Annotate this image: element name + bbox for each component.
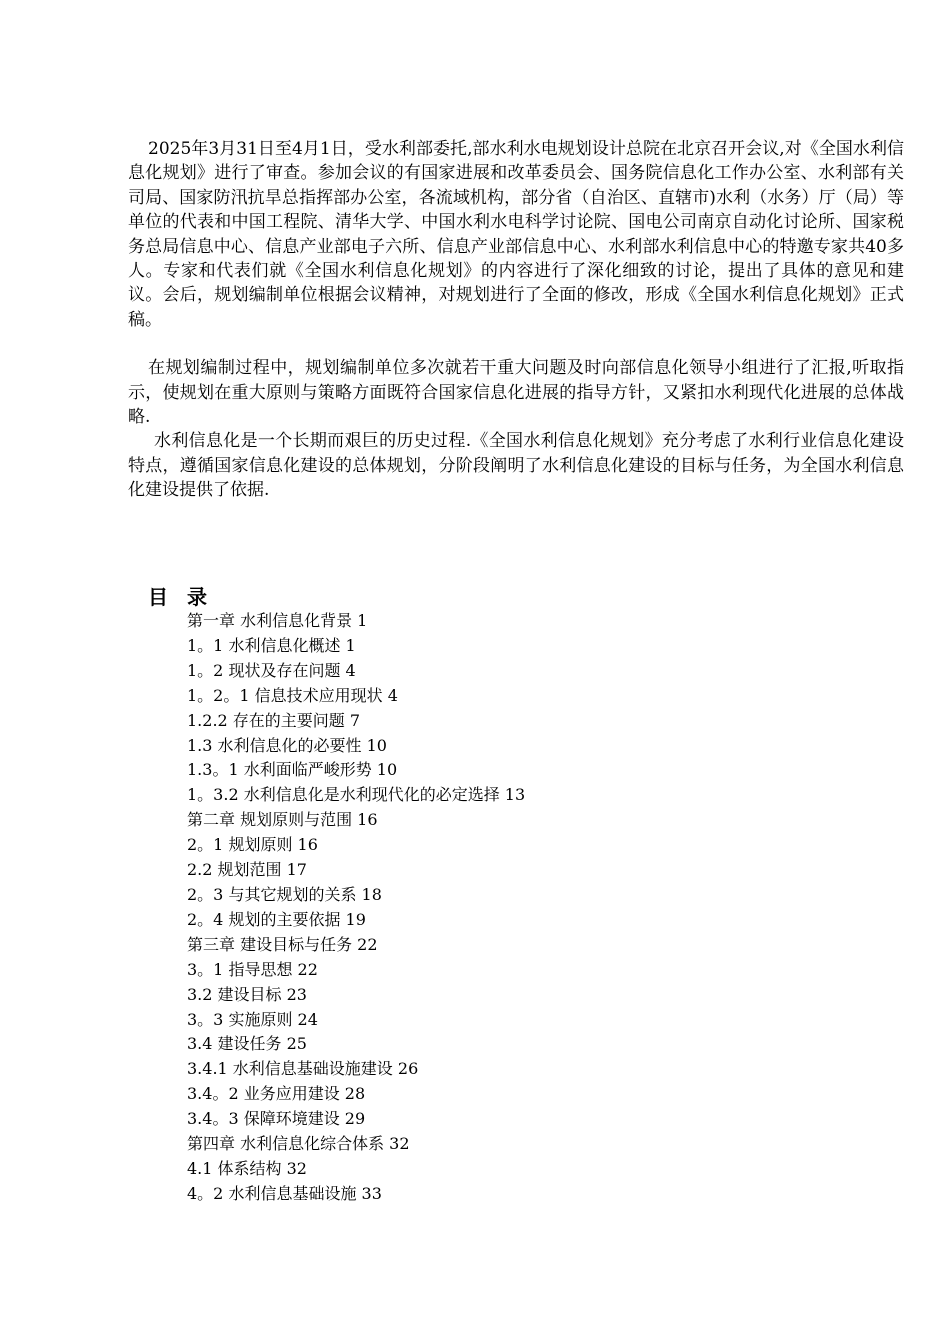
toc-entry: 3.4 建设任务 25 [187, 1034, 307, 1054]
intro-paragraph: 2025年3月31日至4月1日，受水利部委托,部水利水电规划设计总院在北京召开会议,对《全国水利信息化规划》进行了审查。参加会议的有国家进展和改革委员会、国务院信息化工作办公室、水利部有关司局、国家防汛抗旱总指挥部办公室，各流域机构，部分省（自治区、直辖市)水利（水务）厅（局）等单位的代表和中国工程院、清华大学、中国水利水电科学讨论院、国电公司南京自动化讨论所、国家税务总局信息中心、信息产业部电子六所、信息产业部信息中心、水利部水利信息中心的特邀专家共40多人。专家和代表们就《全国水利信息化规划》的内容进行了深化细致的讨论，提出了具体的意见和建议。会后，规划编制单位根据会议精神，对规划进行了全面的修改，形成《全国水利信息化规划》正式稿。 [128, 139, 904, 330]
toc-entry: 3.4。2 业务应用建设 28 [187, 1084, 366, 1104]
toc-entry: 2。4 规划的主要依据 19 [187, 909, 366, 929]
toc-entry: 第二章 规划原则与范围 16 [187, 810, 378, 830]
toc-entry: 3。1 指导思想 22 [187, 959, 318, 979]
intro-section [128, 137, 904, 503]
toc-entry: 1.3 水利信息化的必要性 10 [187, 735, 387, 755]
toc-entry: 4。2 水利信息基础设施 33 [187, 1183, 382, 1203]
toc-entry: 1。2 现状及存在问题 4 [187, 660, 356, 680]
toc-entry: 第一章 水利信息化背景 1 [187, 611, 368, 630]
intro-paragraph: 在规划编制过程中，规划编制单位多次就若干重大问题及时向部信息化领导小组进行了汇报,听取指示，使规划在重大原则与策略方面既符合国家信息化进展的指导方针，又紧扣水利现代化进展的总体战略. [128, 358, 904, 428]
toc-entry: 3.2 建设目标 23 [187, 984, 307, 1004]
table-of-contents [187, 609, 525, 1207]
toc-title: 目 录 [148, 585, 213, 609]
toc-entry: 第四章 水利信息化综合体系 32 [187, 1134, 410, 1154]
toc-entry: 第三章 建设目标与任务 22 [187, 934, 378, 954]
toc-entry: 1。2。1 信息技术应用现状 4 [187, 685, 398, 705]
toc-entry: 2。1 规划原则 16 [187, 835, 318, 855]
toc-entry: 1.3。1 水利面临严峻形势 10 [187, 760, 398, 780]
toc-entry: 1.2.2 存在的主要问题 7 [187, 710, 361, 730]
toc-entry: 1。1 水利信息化概述 1 [187, 635, 356, 655]
toc-entry: 1。3.2 水利信息化是水利现代化的必定选择 13 [187, 785, 526, 805]
toc-entry: 2.2 规划范围 17 [187, 860, 307, 880]
toc-entry: 3.4.1 水利信息基础设施建设 26 [187, 1059, 419, 1079]
toc-entry: 3.4。3 保障环境建设 29 [187, 1109, 366, 1129]
intro-paragraph: 水利信息化是一个长期而艰巨的历史过程.《全国水利信息化规划》充分考虑了水利行业信息化建设特点，遵循国家信息化建设的总体规划，分阶段阐明了水利信息化建设的目标与任务，为全国水利信息化建设提供了依据. [128, 431, 904, 501]
toc-entry: 4.1 体系结构 32 [187, 1158, 307, 1178]
toc-entry: 3。3 实施原则 24 [187, 1009, 318, 1029]
toc-entry: 2。3 与其它规划的关系 18 [187, 884, 382, 904]
